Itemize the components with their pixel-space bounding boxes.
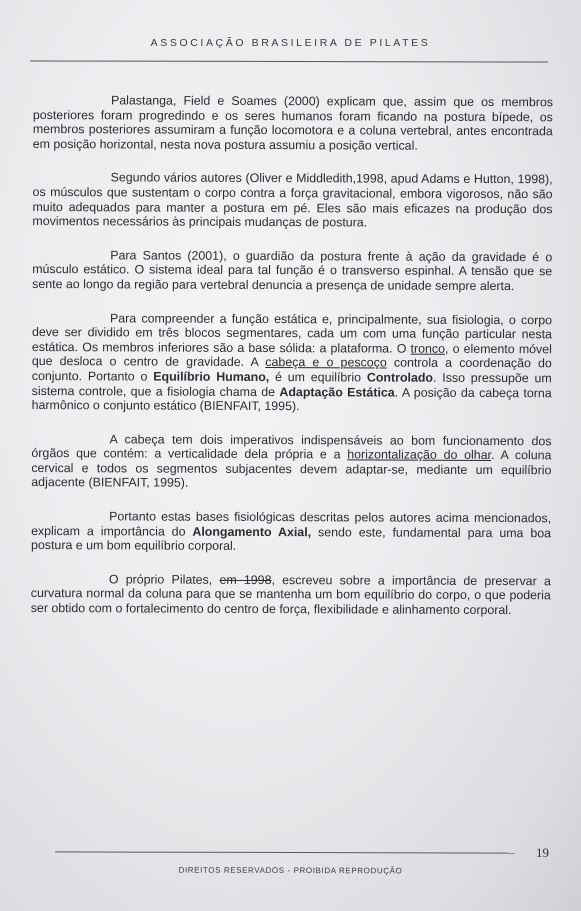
p6-text-a: Portanto estas bases fisiológicas descritas pelos autores acima mencionados, explicam a importância do [31, 509, 552, 539]
p6-bold-alongamento: Alongamento Axial, [192, 524, 312, 539]
p4-bold-controlado: Controlado [366, 370, 434, 385]
p4-bold-equilibrio: Equilíbrio Humano, [153, 369, 270, 384]
footer-divider [55, 851, 515, 853]
paragraph-4 [32, 311, 552, 415]
paragraph-2: Segundo vários autores (Oliver e Middledith,1998, apud Adams e Hutton, 1998), os músculos que sustentam o corpo contra a força gravitacional, embora vigorosos, não são muito adequados para manter a postura em pé. Eles são mais eficazes na produção dos movimentos necessários às principais mudanças de postura. [32, 170, 553, 230]
p4-text-k: . A posição da cabeça torna harmônico o conjunto estático (BIENFAIT, 1995). [31, 385, 552, 414]
p4-bold-adaptacao: Adaptação Estática [279, 384, 395, 400]
page-header-title: ASSOCIAÇÃO BRASILEIRA DE PILATES [150, 37, 431, 49]
paragraph-3: Para Santos (2001), o guardião da postura frente à ação da gravidade é o músculo estático. O sistema ideal para tal função é o transverso espinhal. A tensão que se sente ao longo da região para vertebral denuncia a presença de unidade sempre alerta. [32, 248, 553, 294]
paragraph-1: Palastanga, Field e Soames (2000) explicam que, assim que os membros posteriores foram progredindo e os seres humanos foram ficando na postura bípede, os membros posteriores assumiram a função locomotora e a coluna vertebral, antes encontrada em posição horizontal, nesta nova postura assumiu a posição vertical. [32, 93, 553, 153]
p7-strike-year: em 1998 [219, 572, 272, 587]
p5-text-c: . A coluna cervical e todos os segmentos subjacentes devem adaptar-se, mediante um equilíbrio adjacente (BIENFAIT, 1995). [31, 448, 552, 491]
p4-underline-cabeca: cabeça e o pescoço [265, 355, 387, 370]
paragraph-7 [31, 572, 551, 618]
p4-text-e: controla a coordenação do conjunto. Portanto o [31, 355, 552, 384]
p5-underline-olhar: horizontalização do olhar [347, 447, 492, 463]
document-body [31, 93, 553, 618]
p4-text-c: , o elemento móvel que desloca o centro de gravidade. A [31, 341, 552, 370]
page-number: 19 [536, 845, 549, 860]
p7-text-a: O próprio Pilates, [108, 572, 220, 587]
paragraph-6 [31, 509, 551, 555]
p5-text-a: A cabeça tem dois imperativos indispensáveis ao bom funcionamento dos órgãos que contém: a verticalidade dela própria e a [31, 432, 552, 462]
p4-underline-tronco: tronco [410, 341, 446, 356]
footer-rights: DIREITOS RESERVADOS - PROIBIDA REPRODUÇÃO [178, 865, 403, 876]
p7-text-c: , escreveu sobre a importância de preservar a curvatura normal da coluna para que se mantenha um bom equilíbrio do corpo, o que poderia ser obtido com o fortalecimento do centro de força, flexibilidade e alinhamento corporal. [30, 572, 551, 618]
paragraph-5 [31, 432, 551, 493]
p6-text-c: sendo este, fundamental para uma boa postura e um bom equilíbrio corporal. [30, 524, 552, 554]
p4-text-i: . Isso pressupõe um sistema controle, que a fisiologia chama de [31, 370, 552, 399]
p4-text-g: é um equilíbrio [269, 369, 367, 385]
header-divider [30, 60, 548, 62]
p4-text-a: Para compreender a função estática e, principalmente, sua fisiologia, o corpo deve ser dividido em três blocos segmentares, cada um com uma função particular nesta estática. Os membros inferiores são a base sólida: a plataforma. O [31, 310, 553, 356]
